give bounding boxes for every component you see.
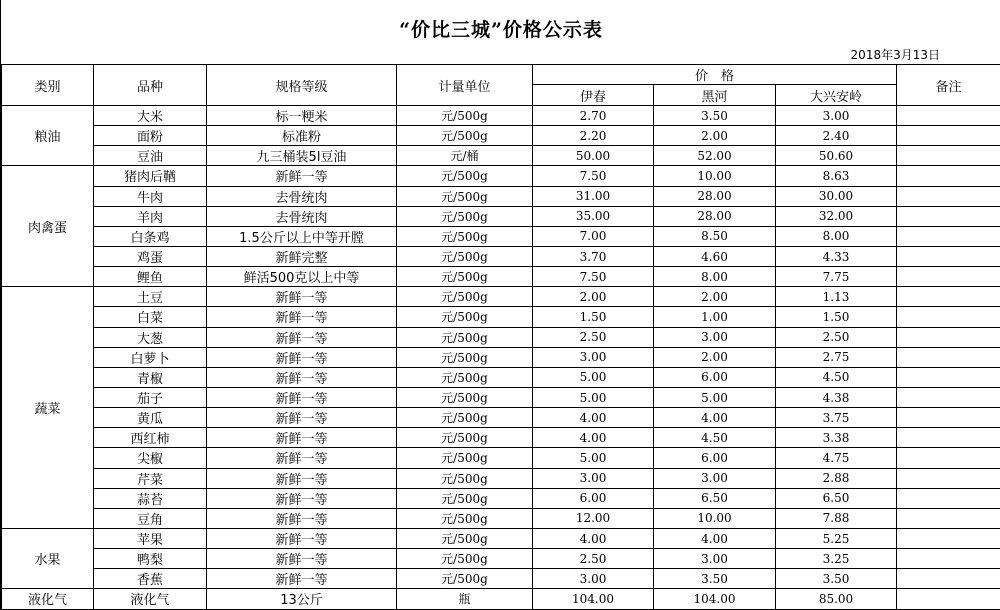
table-row [2, 387, 1000, 407]
header-city-daxinganling: 大兴安岭 [776, 85, 897, 106]
price-heihe-cell: 4.60 [654, 246, 776, 266]
table-row [2, 428, 1000, 448]
price-daxinganling-cell: 4.75 [776, 448, 897, 468]
price-heihe-cell: 4.00 [654, 528, 776, 548]
price-daxinganling-cell: 85.00 [776, 589, 897, 609]
table-row [2, 126, 1000, 146]
remark-cell [897, 347, 1000, 367]
unit-cell: 元/500g [397, 448, 533, 468]
price-heihe-cell: 3.00 [654, 549, 776, 569]
table-row [2, 528, 1000, 548]
unit-cell: 元/500g [397, 126, 533, 146]
spec-cell: 新鲜完整 [207, 246, 397, 266]
unit-cell: 元/500g [397, 549, 533, 569]
remark-cell [897, 569, 1000, 589]
variety-cell: 猪肉后鞧 [94, 166, 207, 186]
table-row [2, 589, 1000, 609]
price-yichun-cell: 50.00 [533, 146, 654, 166]
table-row [2, 206, 1000, 226]
variety-cell: 茄子 [94, 387, 207, 407]
spec-cell: 新鲜一等 [207, 508, 397, 528]
price-yichun-cell: 2.50 [533, 549, 654, 569]
remark-cell [897, 226, 1000, 246]
header-category: 类别 [2, 65, 94, 106]
price-yichun-cell: 5.00 [533, 387, 654, 407]
spec-cell: 新鲜一等 [207, 387, 397, 407]
unit-cell: 元/500g [397, 428, 533, 448]
remark-cell [897, 246, 1000, 266]
price-yichun-cell: 35.00 [533, 206, 654, 226]
price-heihe-cell: 8.50 [654, 226, 776, 246]
price-heihe-cell: 3.50 [654, 106, 776, 126]
header-spec: 规格等级 [207, 65, 397, 106]
remark-cell [897, 267, 1000, 287]
price-heihe-cell: 4.50 [654, 428, 776, 448]
price-yichun-cell: 5.00 [533, 367, 654, 387]
table-row [2, 287, 1000, 307]
price-yichun-cell: 7.50 [533, 166, 654, 186]
category-cell: 液化气 [2, 589, 94, 609]
price-yichun-cell: 31.00 [533, 186, 654, 206]
spec-cell: 标一粳米 [207, 106, 397, 126]
remark-cell [897, 126, 1000, 146]
variety-cell: 青椒 [94, 367, 207, 387]
price-table [1, 64, 1000, 610]
unit-cell: 元/500g [397, 468, 533, 488]
category-cell: 粮油 [2, 106, 94, 166]
spec-cell: 新鲜一等 [207, 528, 397, 548]
unit-cell: 元/500g [397, 287, 533, 307]
table-row [2, 186, 1000, 206]
unit-cell: 元/500g [397, 408, 533, 428]
price-yichun-cell: 1.50 [533, 307, 654, 327]
table-row [2, 367, 1000, 387]
variety-cell: 液化气 [94, 589, 207, 609]
price-yichun-cell: 3.00 [533, 347, 654, 367]
remark-cell [897, 428, 1000, 448]
variety-cell: 香蕉 [94, 569, 207, 589]
unit-cell: 瓶 [397, 589, 533, 609]
table-row [2, 508, 1000, 528]
price-yichun-cell: 3.70 [533, 246, 654, 266]
unit-cell: 元/500g [397, 186, 533, 206]
spec-cell: 新鲜一等 [207, 569, 397, 589]
spec-cell: 1.5公斤以上中等开膛 [207, 226, 397, 246]
header-price: 价 格 [533, 65, 897, 85]
price-daxinganling-cell: 7.88 [776, 508, 897, 528]
price-yichun-cell: 2.70 [533, 106, 654, 126]
spec-cell: 去骨统肉 [207, 186, 397, 206]
spec-cell: 13公斤 [207, 589, 397, 609]
variety-cell: 芹菜 [94, 468, 207, 488]
price-daxinganling-cell: 3.50 [776, 569, 897, 589]
variety-cell: 鸡蛋 [94, 246, 207, 266]
price-heihe-cell: 8.00 [654, 267, 776, 287]
price-yichun-cell: 3.00 [533, 468, 654, 488]
price-daxinganling-cell: 4.33 [776, 246, 897, 266]
header-unit: 计量单位 [397, 65, 533, 106]
variety-cell: 大米 [94, 106, 207, 126]
spec-cell: 去骨统肉 [207, 206, 397, 226]
table-row [2, 408, 1000, 428]
price-yichun-cell: 6.00 [533, 488, 654, 508]
date-label: 2018年3月13日 [850, 48, 940, 62]
remark-cell [897, 488, 1000, 508]
price-daxinganling-cell: 3.25 [776, 549, 897, 569]
price-heihe-cell: 2.00 [654, 126, 776, 146]
spec-cell: 新鲜一等 [207, 327, 397, 347]
price-heihe-cell: 28.00 [654, 186, 776, 206]
price-heihe-cell: 52.00 [654, 146, 776, 166]
price-heihe-cell: 104.00 [654, 589, 776, 609]
unit-cell: 元/500g [397, 569, 533, 589]
variety-cell: 黄瓜 [94, 408, 207, 428]
price-daxinganling-cell: 1.50 [776, 307, 897, 327]
remark-cell [897, 206, 1000, 226]
price-daxinganling-cell: 4.50 [776, 367, 897, 387]
variety-cell: 尖椒 [94, 448, 207, 468]
price-daxinganling-cell: 8.00 [776, 226, 897, 246]
spec-cell: 标准粉 [207, 126, 397, 146]
price-yichun-cell: 104.00 [533, 589, 654, 609]
remark-cell [897, 549, 1000, 569]
table-row [2, 226, 1000, 246]
remark-cell [897, 528, 1000, 548]
price-heihe-cell: 10.00 [654, 166, 776, 186]
table-row [2, 166, 1000, 186]
spec-cell: 新鲜一等 [207, 468, 397, 488]
spec-cell: 新鲜一等 [207, 367, 397, 387]
table-row [2, 307, 1000, 327]
unit-cell: 元/500g [397, 106, 533, 126]
price-heihe-cell: 3.50 [654, 569, 776, 589]
spec-cell: 九三桶装5l豆油 [207, 146, 397, 166]
price-daxinganling-cell: 4.38 [776, 387, 897, 407]
table-row [2, 246, 1000, 266]
remark-cell [897, 166, 1000, 186]
price-daxinganling-cell: 2.40 [776, 126, 897, 146]
price-heihe-cell: 28.00 [654, 206, 776, 226]
unit-cell: 元/500g [397, 347, 533, 367]
price-yichun-cell: 7.50 [533, 267, 654, 287]
price-yichun-cell: 12.00 [533, 508, 654, 528]
price-heihe-cell: 10.00 [654, 508, 776, 528]
price-yichun-cell: 7.00 [533, 226, 654, 246]
price-daxinganling-cell: 3.38 [776, 428, 897, 448]
spec-cell: 新鲜一等 [207, 488, 397, 508]
remark-cell [897, 367, 1000, 387]
unit-cell: 元/500g [397, 226, 533, 246]
variety-cell: 土豆 [94, 287, 207, 307]
table-row [2, 106, 1000, 126]
spec-cell: 新鲜一等 [207, 307, 397, 327]
table-row [2, 448, 1000, 468]
table-row [2, 267, 1000, 287]
table-row [2, 488, 1000, 508]
spec-cell: 新鲜一等 [207, 287, 397, 307]
table-row [2, 327, 1000, 347]
spec-cell: 新鲜一等 [207, 428, 397, 448]
price-heihe-cell: 2.00 [654, 287, 776, 307]
table-row [2, 569, 1000, 589]
table-row [2, 468, 1000, 488]
header-city-heihe: 黑河 [654, 85, 776, 106]
price-daxinganling-cell: 2.50 [776, 327, 897, 347]
price-yichun-cell: 5.00 [533, 448, 654, 468]
remark-cell [897, 327, 1000, 347]
unit-cell: 元/500g [397, 307, 533, 327]
unit-cell: 元/500g [397, 267, 533, 287]
price-yichun-cell: 2.50 [533, 327, 654, 347]
unit-cell: 元/500g [397, 488, 533, 508]
price-daxinganling-cell: 2.75 [776, 347, 897, 367]
variety-cell: 豆角 [94, 508, 207, 528]
unit-cell: 元/500g [397, 528, 533, 548]
price-heihe-cell: 5.00 [654, 387, 776, 407]
unit-cell: 元/500g [397, 246, 533, 266]
variety-cell: 鸭梨 [94, 549, 207, 569]
variety-cell: 牛肉 [94, 186, 207, 206]
unit-cell: 元/500g [397, 387, 533, 407]
price-daxinganling-cell: 8.63 [776, 166, 897, 186]
variety-cell: 白萝卜 [94, 347, 207, 367]
variety-cell: 大葱 [94, 327, 207, 347]
variety-cell: 豆油 [94, 146, 207, 166]
unit-cell: 元/500g [397, 206, 533, 226]
remark-cell [897, 448, 1000, 468]
price-heihe-cell: 6.00 [654, 448, 776, 468]
remark-cell [897, 468, 1000, 488]
price-daxinganling-cell: 30.00 [776, 186, 897, 206]
table-row [2, 549, 1000, 569]
unit-cell: 元/500g [397, 166, 533, 186]
price-daxinganling-cell: 3.00 [776, 106, 897, 126]
variety-cell: 西红柿 [94, 428, 207, 448]
variety-cell: 鲤鱼 [94, 267, 207, 287]
price-heihe-cell: 3.00 [654, 327, 776, 347]
price-daxinganling-cell: 3.75 [776, 408, 897, 428]
unit-cell: 元/500g [397, 367, 533, 387]
price-daxinganling-cell: 7.75 [776, 267, 897, 287]
table-row [2, 347, 1000, 367]
price-yichun-cell: 3.00 [533, 569, 654, 589]
unit-cell: 元/500g [397, 508, 533, 528]
price-daxinganling-cell: 50.60 [776, 146, 897, 166]
price-daxinganling-cell: 32.00 [776, 206, 897, 226]
price-daxinganling-cell: 1.13 [776, 287, 897, 307]
price-daxinganling-cell: 5.25 [776, 528, 897, 548]
variety-cell: 羊肉 [94, 206, 207, 226]
spec-cell: 新鲜一等 [207, 549, 397, 569]
price-daxinganling-cell: 2.88 [776, 468, 897, 488]
spec-cell: 新鲜一等 [207, 448, 397, 468]
remark-cell [897, 146, 1000, 166]
category-cell: 水果 [2, 528, 94, 588]
remark-cell [897, 307, 1000, 327]
variety-cell: 白菜 [94, 307, 207, 327]
price-heihe-cell: 2.00 [654, 347, 776, 367]
header-city-yichun: 伊春 [533, 85, 654, 106]
remark-cell [897, 408, 1000, 428]
price-yichun-cell: 2.20 [533, 126, 654, 146]
spec-cell: 新鲜一等 [207, 408, 397, 428]
spec-cell: 新鲜一等 [207, 166, 397, 186]
remark-cell [897, 387, 1000, 407]
price-heihe-cell: 6.00 [654, 367, 776, 387]
price-heihe-cell: 1.00 [654, 307, 776, 327]
unit-cell: 元/桶 [397, 146, 533, 166]
variety-cell: 面粉 [94, 126, 207, 146]
remark-cell [897, 186, 1000, 206]
remark-cell [897, 287, 1000, 307]
price-yichun-cell: 4.00 [533, 428, 654, 448]
remark-cell [897, 508, 1000, 528]
price-daxinganling-cell: 6.50 [776, 488, 897, 508]
spec-cell: 新鲜一等 [207, 347, 397, 367]
price-table-body [2, 106, 1000, 610]
price-yichun-cell: 2.00 [533, 287, 654, 307]
header-remark: 备注 [897, 65, 1000, 106]
price-heihe-cell: 6.50 [654, 488, 776, 508]
variety-cell: 白条鸡 [94, 226, 207, 246]
price-heihe-cell: 4.00 [654, 408, 776, 428]
unit-cell: 元/500g [397, 327, 533, 347]
remark-cell [897, 589, 1000, 609]
spec-cell: 鲜活500克以上中等 [207, 267, 397, 287]
variety-cell: 蒜苔 [94, 488, 207, 508]
table-row [2, 146, 1000, 166]
category-cell: 蔬菜 [2, 287, 94, 529]
price-heihe-cell: 3.00 [654, 468, 776, 488]
header-variety: 品种 [94, 65, 207, 106]
remark-cell [897, 106, 1000, 126]
category-cell: 肉禽蛋 [2, 166, 94, 287]
variety-cell: 苹果 [94, 528, 207, 548]
page-title: “价比三城”价格公示表 [399, 19, 603, 41]
price-yichun-cell: 4.00 [533, 528, 654, 548]
price-yichun-cell: 4.00 [533, 408, 654, 428]
